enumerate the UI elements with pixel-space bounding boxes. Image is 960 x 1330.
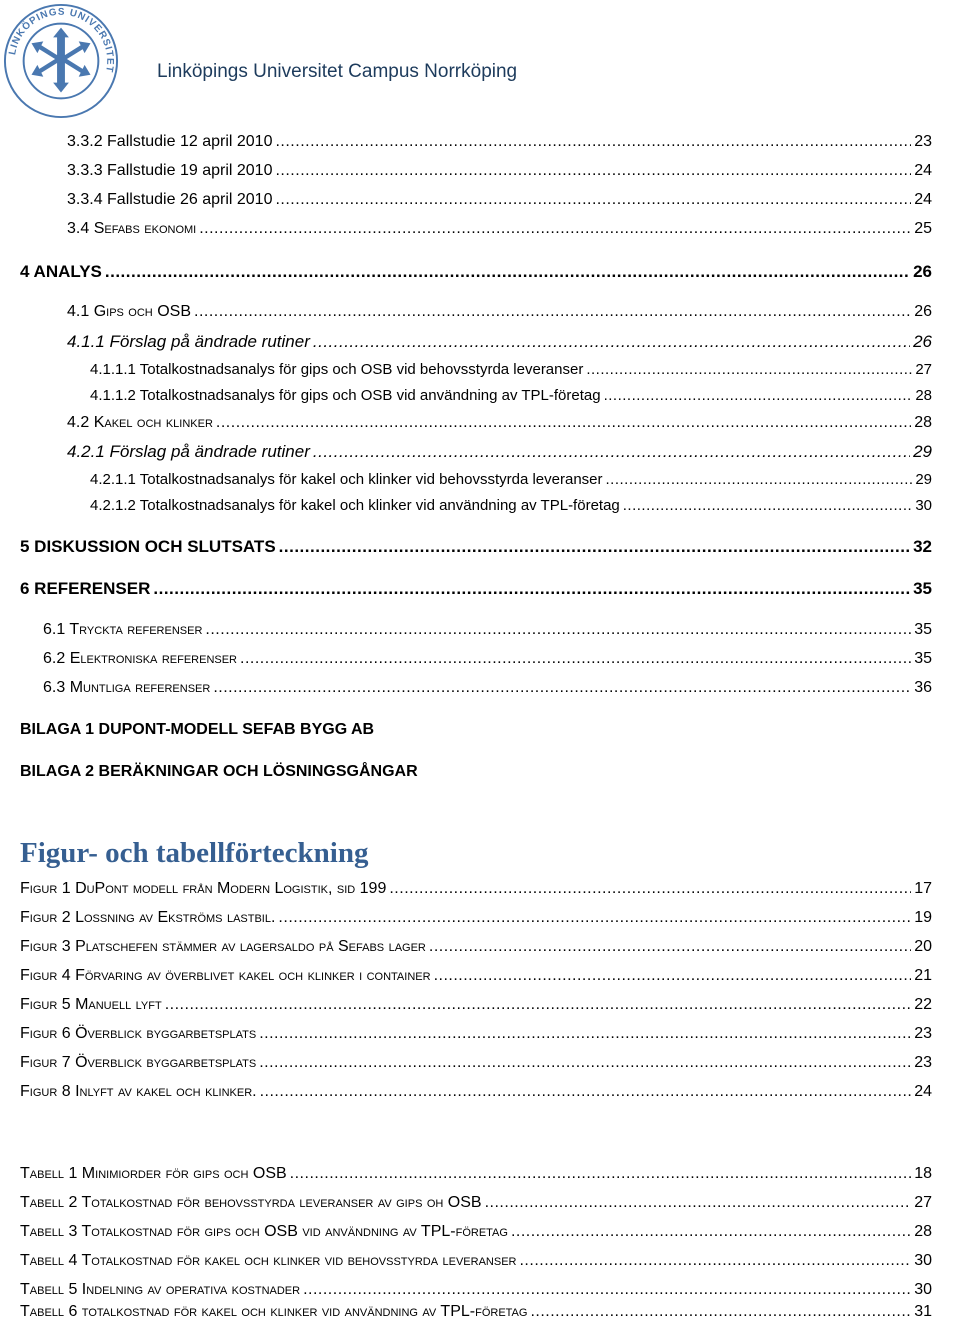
toc-entry[interactable]: 4.1.1.2 Totalkostnadsanalys för gips och OSB vid användning av TPL-företag ..... 28 (90, 387, 932, 411)
page-header (0, 0, 960, 130)
toc-entry[interactable]: 4.1.1 Förslag på ändrade rutiner ..... 26 (67, 332, 932, 356)
table-entry[interactable]: Tabell 5 Indelning av operativa kostnader ..... 30 (20, 1281, 932, 1305)
table-entry[interactable]: Tabell 6 totalkostnad för kakel och klinker vid användning av TPL-företag ..... 31 (20, 1303, 932, 1327)
toc-entry[interactable]: 4.2.1.2 Totalkostnadsanalys för kakel och klinker vid användning av TPL-företag ..... 30 (90, 497, 932, 521)
appendix-2[interactable]: BILAGA 2 BERÄKNINGAR OCH LÖSNINGSGÅNGAR (20, 763, 418, 780)
figure-entry[interactable]: Figur 5 Manuell lyft ..... 22 (20, 996, 932, 1020)
toc-entry[interactable]: 4.1 Gips och OSB ..... 26 (67, 303, 932, 327)
table-entry[interactable]: Tabell 1 Minimiorder för gips och OSB ..... 18 (20, 1165, 932, 1189)
toc-entry[interactable]: 4.2.1 Förslag på ändrade rutiner ..... 29 (67, 442, 932, 466)
figure-entry[interactable]: Figur 8 Inlyft av kakel och klinker. ..... 24 (20, 1083, 932, 1107)
toc-entry[interactable]: 3.4 Sefabs ekonomi ..... 25 (67, 220, 932, 244)
toc-entry[interactable]: 4.2.1.1 Totalkostnadsanalys för kakel och klinker vid behovsstyrda leveranser ..... 29 (90, 471, 932, 495)
logo-text: LINKÖPINGS UNIVERSITET (7, 6, 116, 74)
toc-entry[interactable]: 5 DISKUSSION OCH SLUTSATS ..... 32 (20, 537, 932, 561)
figure-entry[interactable]: Figur 2 Lossning av Ekströms lastbil. ..... 19 (20, 909, 932, 933)
toc-entry[interactable]: 4.2 Kakel och klinker ..... 28 (67, 414, 932, 438)
toc-entry[interactable]: 3.3.2 Fallstudie 12 april 2010 ..... 23 (67, 133, 932, 157)
toc-entry[interactable]: 3.3.4 Fallstudie 26 april 2010 ..... 24 (67, 191, 932, 215)
appendix-1[interactable]: BILAGA 1 DUPONT-MODELL SEFAB BYGG AB (20, 721, 375, 738)
table-entry[interactable]: Tabell 4 Totalkostnad för kakel och klinker vid behovsstyrda leveranser ..... 30 (20, 1252, 932, 1276)
toc-entry[interactable]: 6.2 Elektroniska referenser ..... 35 (43, 650, 932, 674)
toc-entry[interactable]: 4.1.1.1 Totalkostnadsanalys för gips och OSB vid behovsstyrda leveranser ..... 27 (90, 361, 932, 385)
figure-entry[interactable]: Figur 6 Överblick byggarbetsplats ..... 23 (20, 1025, 932, 1049)
table-entry[interactable]: Tabell 2 Totalkostnad för behovsstyrda leveranser av gips oh OSB ..... 27 (20, 1194, 932, 1218)
university-name: Linköpings Universitet Campus Norrköping (157, 61, 518, 82)
toc-entry[interactable]: 3.3.3 Fallstudie 19 april 2010 ..... 24 (67, 162, 932, 186)
table-entry[interactable]: Tabell 3 Totalkostnad för gips och OSB vid användning av TPL-företag ..... 28 (20, 1223, 932, 1247)
toc-entry[interactable]: 6.1 Tryckta referenser ..... 35 (43, 621, 932, 645)
toc-entry[interactable]: 6.3 Muntliga referenser ..... 36 (43, 679, 932, 703)
figure-entry[interactable]: Figur 7 Överblick byggarbetsplats ..... 23 (20, 1054, 932, 1078)
figure-list-heading: Figur- och tabellförteckning (20, 837, 369, 869)
toc-entry[interactable]: 4 ANALYS ..... 26 (20, 262, 932, 286)
figure-entry[interactable]: Figur 1 DuPont modell från Modern Logistik, sid 199 ..... 17 (20, 880, 932, 904)
figure-entry[interactable]: Figur 3 Platschefen stämmer av lagersaldo på Sefabs lager ..... 20 (20, 938, 932, 962)
university-logo (2, 2, 120, 120)
toc-entry[interactable]: 6 REFERENSER ..... 35 (20, 579, 932, 603)
figure-entry[interactable]: Figur 4 Förvaring av överblivet kakel och klinker i container ..... 21 (20, 967, 932, 991)
